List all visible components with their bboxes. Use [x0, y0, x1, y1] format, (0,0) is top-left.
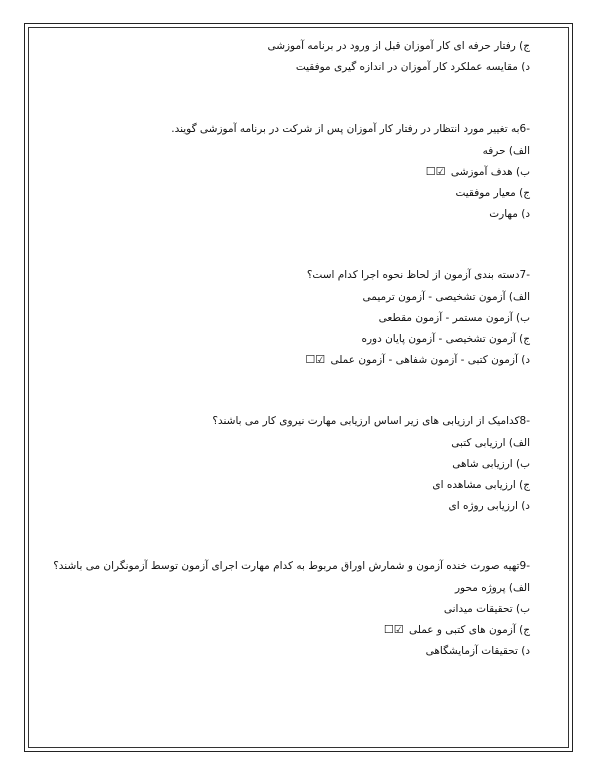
q9-option-d: د) تحقیقات آزمایشگاهی: [425, 645, 530, 657]
q8-option-a: الف) ارزیابی کتبی: [451, 437, 530, 449]
q6-option-b: [426, 165, 530, 179]
q7-option-b: ب) آزمون مستمر - آزمون مقطعی: [378, 312, 530, 324]
option-text: ج) رفتار حرفه ای کار آموزان قبل از ورود در برنامه آموزشی: [267, 40, 530, 52]
question-9: -9تهیه صورت خنده آزمون و شمارش اوراق مربوط به کدام مهارت اجرای آزمون توسط آزمونگران می باشند؟: [53, 560, 530, 572]
q6-option-c: ج) معیار موفقیت: [455, 187, 530, 199]
q6-option-a: الف) حرفه: [482, 145, 530, 157]
option-text: د) مقایسه عملکرد کار آموزان در اندازه گیری موفقیت: [295, 61, 530, 73]
q7-option-d: [305, 353, 530, 367]
q6-option-d: د) مهارت: [489, 208, 530, 220]
checkbox-checked-icon: ☐☑: [425, 165, 446, 178]
q7-option-c: ج) آزمون تشخیصی - آزمون پایان دوره: [361, 333, 530, 345]
question-8: -8کدامیک از ارزیابی های زیر اساس ارزیابی مهارت نیروی کار می باشند؟: [212, 415, 530, 427]
question-7: -7دسته بندی آزمون از لحاظ نحوه اجرا کدام است؟: [306, 269, 530, 281]
q9-option-a: الف) پروژه محور: [454, 582, 530, 594]
option-c-prev: [267, 39, 530, 53]
checkbox-checked-icon: ☐☑: [305, 353, 326, 366]
q7-option-a: الف) آزمون تشخیصی - آزمون ترمیمی: [362, 291, 530, 303]
option-text: ج) آزمون های کتبی و عملی: [409, 624, 530, 636]
q9-option-c: [384, 623, 530, 637]
q9-option-b: ب) تحقیقات میدانی: [443, 603, 530, 615]
q8-option-c: ج) ارزیابی مشاهده ای: [432, 479, 530, 491]
checkbox-checked-icon: ☐☑: [383, 623, 404, 636]
option-text: د) آزمون کتبی - آزمون شفاهی - آزمون عملی: [330, 354, 530, 366]
q8-option-b: ب) ارزیابی شاهی: [452, 458, 530, 470]
option-text: ب) هدف آموزشی: [450, 166, 530, 178]
question-6: -6به تغییر مورد انتظار در رفتار کار آموزان پس از شرکت در برنامه آموزشی گویند.: [171, 123, 530, 135]
q8-option-d: د) ارزیابی روژه ای: [448, 500, 530, 512]
option-d-prev: [296, 60, 530, 74]
